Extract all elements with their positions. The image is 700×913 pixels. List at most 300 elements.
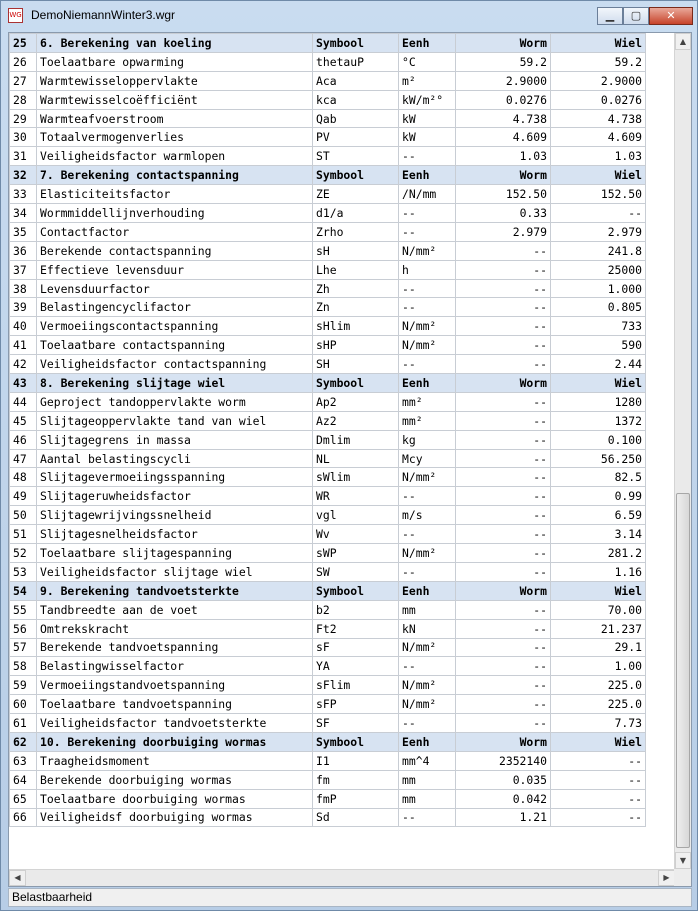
cell-symbol[interactable]: b2 [313, 600, 399, 619]
cell-worm-value[interactable]: 59.2 [456, 52, 551, 71]
cell-worm-value[interactable]: -- [456, 562, 551, 581]
cell-parameter-name[interactable]: Veiligheidsf doorbuiging wormas [37, 808, 313, 827]
header-worm-value[interactable]: Worm [456, 581, 551, 600]
cell-wiel-value[interactable]: 0.99 [551, 487, 646, 506]
cell-parameter-name[interactable]: Slijtageruwheidsfactor [37, 487, 313, 506]
cell-unit[interactable]: -- [399, 714, 456, 733]
cell-worm-value[interactable]: 1.03 [456, 147, 551, 166]
cell-symbol[interactable]: d1/a [313, 204, 399, 223]
cell-symbol[interactable]: SW [313, 562, 399, 581]
header-wiel-value[interactable]: Wiel [551, 374, 646, 393]
cell-wiel-value[interactable]: -- [551, 204, 646, 223]
cell-symbol[interactable]: PV [313, 128, 399, 147]
cell-unit[interactable]: N/mm² [399, 468, 456, 487]
cell-symbol[interactable]: fmP [313, 789, 399, 808]
cell-row-number[interactable]: 58 [10, 657, 37, 676]
cell-symbol[interactable]: sFlim [313, 676, 399, 695]
cell-wiel-value[interactable]: 56.250 [551, 449, 646, 468]
cell-symbol[interactable]: ZE [313, 185, 399, 204]
cell-unit[interactable]: N/mm² [399, 544, 456, 563]
cell-unit[interactable]: -- [399, 204, 456, 223]
cell-wiel-value[interactable]: 0.100 [551, 430, 646, 449]
cell-row-number[interactable]: 47 [10, 449, 37, 468]
cell-worm-value[interactable]: -- [456, 638, 551, 657]
cell-worm-value[interactable]: -- [456, 506, 551, 525]
cell-row-number[interactable]: 55 [10, 600, 37, 619]
table-row[interactable] [10, 676, 646, 695]
cell-row-number[interactable]: 33 [10, 185, 37, 204]
header-symbol[interactable]: Symbool [313, 581, 399, 600]
cell-unit[interactable]: kW [399, 128, 456, 147]
cell-worm-value[interactable]: 0.042 [456, 789, 551, 808]
header-wiel-value[interactable]: Wiel [551, 732, 646, 751]
cell-worm-value[interactable]: -- [456, 487, 551, 506]
cell-symbol[interactable]: Sd [313, 808, 399, 827]
table-row[interactable] [10, 487, 646, 506]
cell-symbol[interactable]: Zh [313, 279, 399, 298]
cell-unit[interactable]: m/s [399, 506, 456, 525]
cell-unit[interactable]: mm [399, 789, 456, 808]
cell-wiel-value[interactable]: 6.59 [551, 506, 646, 525]
header-symbol[interactable]: Symbool [313, 34, 399, 53]
cell-symbol[interactable]: sFP [313, 695, 399, 714]
cell-symbol[interactable]: WR [313, 487, 399, 506]
table-row[interactable] [10, 714, 646, 733]
cell-row-number[interactable]: 31 [10, 147, 37, 166]
cell-worm-value[interactable]: -- [456, 544, 551, 563]
cell-row-number[interactable]: 63 [10, 751, 37, 770]
cell-wiel-value[interactable]: 241.8 [551, 241, 646, 260]
cell-unit[interactable]: -- [399, 487, 456, 506]
cell-symbol[interactable]: fm [313, 770, 399, 789]
cell-wiel-value[interactable]: 2.9000 [551, 71, 646, 90]
header-symbol[interactable]: Symbool [313, 732, 399, 751]
scroll-up-button[interactable] [675, 33, 691, 50]
cell-symbol[interactable]: sH [313, 241, 399, 260]
cell-unit[interactable]: h [399, 260, 456, 279]
cell-parameter-name[interactable]: Veiligheidsfactor tandvoetsterkte [37, 714, 313, 733]
cell-wiel-value[interactable]: 281.2 [551, 544, 646, 563]
cell-unit[interactable]: N/mm² [399, 317, 456, 336]
cell-parameter-name[interactable]: Effectieve levensduur [37, 260, 313, 279]
cell-wiel-value[interactable]: 25000 [551, 260, 646, 279]
cell-unit[interactable]: mm^4 [399, 751, 456, 770]
cell-wiel-value[interactable]: 2.44 [551, 355, 646, 374]
cell-row-number[interactable]: 57 [10, 638, 37, 657]
cell-wiel-value[interactable]: 59.2 [551, 52, 646, 71]
cell-row-number[interactable]: 53 [10, 562, 37, 581]
header-parameter-name[interactable]: 7. Berekening contactspanning [37, 166, 313, 185]
cell-symbol[interactable]: Dmlim [313, 430, 399, 449]
cell-parameter-name[interactable]: Warmtewisselcoëfficiënt [37, 90, 313, 109]
cell-row-number[interactable]: 38 [10, 279, 37, 298]
cell-worm-value[interactable]: 0.33 [456, 204, 551, 223]
cell-unit[interactable]: mm [399, 600, 456, 619]
table-row[interactable] [10, 770, 646, 789]
cell-parameter-name[interactable]: Veiligheidsfactor warmlopen [37, 147, 313, 166]
cell-row-number[interactable]: 37 [10, 260, 37, 279]
cell-symbol[interactable]: SF [313, 714, 399, 733]
cell-worm-value[interactable]: 0.0276 [456, 90, 551, 109]
header-symbol[interactable]: Symbool [313, 374, 399, 393]
cell-worm-value[interactable]: 2352140 [456, 751, 551, 770]
cell-symbol[interactable]: Wv [313, 525, 399, 544]
cell-parameter-name[interactable]: Traagheidsmoment [37, 751, 313, 770]
table-row[interactable] [10, 298, 646, 317]
cell-worm-value[interactable]: 0.035 [456, 770, 551, 789]
cell-worm-value[interactable]: 1.21 [456, 808, 551, 827]
table-row[interactable] [10, 71, 646, 90]
header-row-number[interactable]: 25 [10, 34, 37, 53]
cell-unit[interactable]: mm [399, 770, 456, 789]
cell-unit[interactable]: N/mm² [399, 638, 456, 657]
cell-worm-value[interactable]: -- [456, 676, 551, 695]
cell-symbol[interactable]: kca [313, 90, 399, 109]
cell-row-number[interactable]: 41 [10, 336, 37, 355]
app-icon[interactable]: WG [8, 8, 23, 23]
scroll-left-button[interactable] [9, 870, 26, 886]
cell-unit[interactable]: -- [399, 279, 456, 298]
cell-worm-value[interactable]: -- [456, 714, 551, 733]
cell-row-number[interactable]: 48 [10, 468, 37, 487]
cell-wiel-value[interactable]: 1.03 [551, 147, 646, 166]
cell-parameter-name[interactable]: Warmteafvoerstroom [37, 109, 313, 128]
cell-worm-value[interactable]: 152.50 [456, 185, 551, 204]
cell-wiel-value[interactable]: 225.0 [551, 676, 646, 695]
header-worm-value[interactable]: Worm [456, 34, 551, 53]
cell-row-number[interactable]: 39 [10, 298, 37, 317]
cell-parameter-name[interactable]: Toelaatbare slijtagespanning [37, 544, 313, 563]
cell-wiel-value[interactable]: 1.16 [551, 562, 646, 581]
cell-worm-value[interactable]: -- [456, 298, 551, 317]
vertical-scroll-thumb[interactable] [676, 493, 690, 848]
horizontal-scrollbar[interactable] [9, 869, 675, 886]
cell-worm-value[interactable]: -- [456, 336, 551, 355]
cell-parameter-name[interactable]: Wormmiddellijnverhouding [37, 204, 313, 223]
cell-parameter-name[interactable]: Toelaatbare contactspanning [37, 336, 313, 355]
header-symbol[interactable]: Symbool [313, 166, 399, 185]
cell-unit[interactable]: N/mm² [399, 241, 456, 260]
cell-unit[interactable]: m² [399, 71, 456, 90]
cell-row-number[interactable]: 30 [10, 128, 37, 147]
cell-parameter-name[interactable]: Slijtagesnelheidsfactor [37, 525, 313, 544]
header-worm-value[interactable]: Worm [456, 166, 551, 185]
cell-parameter-name[interactable]: Berekende tandvoetspanning [37, 638, 313, 657]
cell-parameter-name[interactable]: Geproject tandoppervlakte worm [37, 392, 313, 411]
cell-unit[interactable]: /N/mm [399, 185, 456, 204]
cell-parameter-name[interactable]: Elasticiteitsfactor [37, 185, 313, 204]
table-row[interactable] [10, 260, 646, 279]
cell-worm-value[interactable]: 4.738 [456, 109, 551, 128]
cell-worm-value[interactable]: -- [456, 619, 551, 638]
cell-symbol[interactable]: sHlim [313, 317, 399, 336]
cell-wiel-value[interactable]: -- [551, 789, 646, 808]
cell-symbol[interactable]: NL [313, 449, 399, 468]
minimize-button[interactable] [597, 7, 623, 25]
cell-row-number[interactable]: 52 [10, 544, 37, 563]
cell-unit[interactable]: Mcy [399, 449, 456, 468]
cell-symbol[interactable]: I1 [313, 751, 399, 770]
cell-wiel-value[interactable]: 152.50 [551, 185, 646, 204]
cell-worm-value[interactable]: -- [456, 525, 551, 544]
table-row[interactable] [10, 128, 646, 147]
cell-parameter-name[interactable]: Contactfactor [37, 222, 313, 241]
cell-parameter-name[interactable]: Levensduurfactor [37, 279, 313, 298]
cell-parameter-name[interactable]: Toelaatbare opwarming [37, 52, 313, 71]
cell-wiel-value[interactable]: -- [551, 808, 646, 827]
cell-parameter-name[interactable]: Vermoeiingscontactspanning [37, 317, 313, 336]
cell-unit[interactable]: kg [399, 430, 456, 449]
cell-parameter-name[interactable]: Berekende doorbuiging wormas [37, 770, 313, 789]
cell-parameter-name[interactable]: Vermoeiingstandvoetspanning [37, 676, 313, 695]
cell-wiel-value[interactable]: 29.1 [551, 638, 646, 657]
table-row[interactable] [10, 468, 646, 487]
table-row[interactable] [10, 789, 646, 808]
cell-wiel-value[interactable]: 0.0276 [551, 90, 646, 109]
cell-wiel-value[interactable]: 4.738 [551, 109, 646, 128]
table-row[interactable] [10, 317, 646, 336]
cell-wiel-value[interactable]: 733 [551, 317, 646, 336]
cell-wiel-value[interactable]: 3.14 [551, 525, 646, 544]
cell-parameter-name[interactable]: Slijtagevermoeiingsspanning [37, 468, 313, 487]
header-worm-value[interactable]: Worm [456, 374, 551, 393]
cell-row-number[interactable]: 35 [10, 222, 37, 241]
cell-row-number[interactable]: 36 [10, 241, 37, 260]
section-header-row[interactable] [10, 34, 646, 53]
cell-symbol[interactable]: Zn [313, 298, 399, 317]
header-wiel-value[interactable]: Wiel [551, 166, 646, 185]
cell-symbol[interactable]: thetauP [313, 52, 399, 71]
cell-symbol[interactable]: sWlim [313, 468, 399, 487]
table-row[interactable] [10, 52, 646, 71]
title-bar[interactable] [1, 1, 699, 31]
cell-row-number[interactable]: 29 [10, 109, 37, 128]
cell-worm-value[interactable]: -- [456, 392, 551, 411]
vertical-scrollbar[interactable] [674, 33, 691, 869]
cell-unit[interactable]: -- [399, 562, 456, 581]
cell-wiel-value[interactable]: 225.0 [551, 695, 646, 714]
header-unit[interactable]: Eenh [399, 34, 456, 53]
cell-worm-value[interactable]: -- [456, 260, 551, 279]
cell-wiel-value[interactable]: 0.805 [551, 298, 646, 317]
table-row[interactable] [10, 562, 646, 581]
header-unit[interactable]: Eenh [399, 166, 456, 185]
header-wiel-value[interactable]: Wiel [551, 34, 646, 53]
table-row[interactable] [10, 185, 646, 204]
cell-worm-value[interactable]: -- [456, 430, 551, 449]
cell-symbol[interactable]: sHP [313, 336, 399, 355]
table-row[interactable] [10, 222, 646, 241]
cell-unit[interactable]: -- [399, 657, 456, 676]
cell-parameter-name[interactable]: Tandbreedte aan de voet [37, 600, 313, 619]
header-wiel-value[interactable]: Wiel [551, 581, 646, 600]
section-header-row[interactable] [10, 374, 646, 393]
cell-symbol[interactable]: Lhe [313, 260, 399, 279]
table-row[interactable] [10, 241, 646, 260]
cell-row-number[interactable]: 51 [10, 525, 37, 544]
cell-wiel-value[interactable]: 1280 [551, 392, 646, 411]
cell-wiel-value[interactable]: 70.00 [551, 600, 646, 619]
cell-symbol[interactable]: SH [313, 355, 399, 374]
maximize-button[interactable] [623, 7, 649, 25]
cell-unit[interactable]: -- [399, 808, 456, 827]
cell-parameter-name[interactable]: Berekende contactspanning [37, 241, 313, 260]
table-row[interactable] [10, 109, 646, 128]
cell-parameter-name[interactable]: Aantal belastingscycli [37, 449, 313, 468]
table-row[interactable] [10, 355, 646, 374]
cell-row-number[interactable]: 44 [10, 392, 37, 411]
cell-row-number[interactable]: 26 [10, 52, 37, 71]
table-row[interactable] [10, 544, 646, 563]
header-parameter-name[interactable]: 10. Berekening doorbuiging wormas [37, 732, 313, 751]
table-row[interactable] [10, 506, 646, 525]
cell-worm-value[interactable]: -- [456, 355, 551, 374]
close-button[interactable] [649, 7, 693, 25]
table-row[interactable] [10, 147, 646, 166]
table-row[interactable] [10, 525, 646, 544]
cell-unit[interactable]: -- [399, 298, 456, 317]
cell-worm-value[interactable]: -- [456, 411, 551, 430]
cell-parameter-name[interactable]: Slijtagewrijvingssnelheid [37, 506, 313, 525]
cell-row-number[interactable]: 59 [10, 676, 37, 695]
cell-worm-value[interactable]: -- [456, 317, 551, 336]
cell-unit[interactable]: -- [399, 355, 456, 374]
table-row[interactable] [10, 430, 646, 449]
cell-symbol[interactable]: vgl [313, 506, 399, 525]
cell-symbol[interactable]: Az2 [313, 411, 399, 430]
cell-row-number[interactable]: 61 [10, 714, 37, 733]
header-unit[interactable]: Eenh [399, 374, 456, 393]
cell-wiel-value[interactable]: 4.609 [551, 128, 646, 147]
cell-symbol[interactable]: sWP [313, 544, 399, 563]
cell-wiel-value[interactable]: -- [551, 770, 646, 789]
header-unit[interactable]: Eenh [399, 732, 456, 751]
header-worm-value[interactable]: Worm [456, 732, 551, 751]
header-row-number[interactable]: 62 [10, 732, 37, 751]
cell-worm-value[interactable]: -- [456, 600, 551, 619]
header-parameter-name[interactable]: 6. Berekening van koeling [37, 34, 313, 53]
cell-unit[interactable]: kN [399, 619, 456, 638]
cell-worm-value[interactable]: -- [456, 449, 551, 468]
cell-symbol[interactable]: sF [313, 638, 399, 657]
cell-wiel-value[interactable]: 21.237 [551, 619, 646, 638]
cell-unit[interactable]: N/mm² [399, 695, 456, 714]
table-row[interactable] [10, 657, 646, 676]
header-row-number[interactable]: 43 [10, 374, 37, 393]
table-row[interactable] [10, 90, 646, 109]
cell-unit[interactable]: -- [399, 525, 456, 544]
header-parameter-name[interactable]: 9. Berekening tandvoetsterkte [37, 581, 313, 600]
cell-parameter-name[interactable]: Toelaatbare tandvoetspanning [37, 695, 313, 714]
cell-row-number[interactable]: 60 [10, 695, 37, 714]
cell-parameter-name[interactable]: Slijtagegrens in massa [37, 430, 313, 449]
cell-symbol[interactable]: ST [313, 147, 399, 166]
table-row[interactable] [10, 411, 646, 430]
cell-unit[interactable]: N/mm² [399, 336, 456, 355]
table-row[interactable] [10, 449, 646, 468]
cell-parameter-name[interactable]: Veiligheidsfactor contactspanning [37, 355, 313, 374]
cell-worm-value[interactable]: -- [456, 241, 551, 260]
cell-row-number[interactable]: 40 [10, 317, 37, 336]
table-row[interactable] [10, 751, 646, 770]
cell-wiel-value[interactable]: -- [551, 751, 646, 770]
header-row-number[interactable]: 54 [10, 581, 37, 600]
cell-row-number[interactable]: 46 [10, 430, 37, 449]
cell-parameter-name[interactable]: Totaalvermogenverlies [37, 128, 313, 147]
section-header-row[interactable] [10, 581, 646, 600]
section-header-row[interactable] [10, 166, 646, 185]
cell-unit[interactable]: mm² [399, 411, 456, 430]
cell-parameter-name[interactable]: Warmtewisseloppervlakte [37, 71, 313, 90]
scroll-right-button[interactable] [658, 870, 675, 886]
cell-unit[interactable]: -- [399, 147, 456, 166]
cell-worm-value[interactable]: 4.609 [456, 128, 551, 147]
cell-row-number[interactable]: 27 [10, 71, 37, 90]
cell-wiel-value[interactable]: 82.5 [551, 468, 646, 487]
table-row[interactable] [10, 204, 646, 223]
cell-symbol[interactable]: Aca [313, 71, 399, 90]
cell-row-number[interactable]: 28 [10, 90, 37, 109]
cell-row-number[interactable]: 45 [10, 411, 37, 430]
table-row[interactable] [10, 336, 646, 355]
table-row[interactable] [10, 695, 646, 714]
cell-symbol[interactable]: Ap2 [313, 392, 399, 411]
cell-worm-value[interactable]: -- [456, 468, 551, 487]
cell-unit[interactable]: °C [399, 52, 456, 71]
cell-symbol[interactable]: Qab [313, 109, 399, 128]
cell-worm-value[interactable]: 2.979 [456, 222, 551, 241]
cell-row-number[interactable]: 34 [10, 204, 37, 223]
cell-row-number[interactable]: 49 [10, 487, 37, 506]
cell-wiel-value[interactable]: 1372 [551, 411, 646, 430]
cell-parameter-name[interactable]: Belastingencyclifactor [37, 298, 313, 317]
cell-symbol[interactable]: YA [313, 657, 399, 676]
table-row[interactable] [10, 279, 646, 298]
cell-unit[interactable]: kW [399, 109, 456, 128]
table-row[interactable] [10, 619, 646, 638]
cell-worm-value[interactable]: -- [456, 695, 551, 714]
cell-wiel-value[interactable]: 7.73 [551, 714, 646, 733]
cell-symbol[interactable]: Ft2 [313, 619, 399, 638]
cell-symbol[interactable]: Zrho [313, 222, 399, 241]
table-row[interactable] [10, 638, 646, 657]
cell-worm-value[interactable]: -- [456, 279, 551, 298]
table-row[interactable] [10, 808, 646, 827]
cell-wiel-value[interactable]: 1.000 [551, 279, 646, 298]
cell-unit[interactable]: N/mm² [399, 676, 456, 695]
cell-parameter-name[interactable]: Belastingwisselfactor [37, 657, 313, 676]
cell-row-number[interactable]: 65 [10, 789, 37, 808]
cell-row-number[interactable]: 42 [10, 355, 37, 374]
cell-wiel-value[interactable]: 2.979 [551, 222, 646, 241]
cell-row-number[interactable]: 64 [10, 770, 37, 789]
cell-parameter-name[interactable]: Veiligheidsfactor slijtage wiel [37, 562, 313, 581]
cell-unit[interactable]: -- [399, 222, 456, 241]
cell-row-number[interactable]: 56 [10, 619, 37, 638]
header-parameter-name[interactable]: 8. Berekening slijtage wiel [37, 374, 313, 393]
cell-row-number[interactable]: 66 [10, 808, 37, 827]
scroll-down-button[interactable] [675, 852, 691, 869]
cell-unit[interactable]: mm² [399, 392, 456, 411]
cell-worm-value[interactable]: 2.9000 [456, 71, 551, 90]
cell-worm-value[interactable]: -- [456, 657, 551, 676]
header-unit[interactable]: Eenh [399, 581, 456, 600]
cell-parameter-name[interactable]: Slijtageoppervlakte tand van wiel [37, 411, 313, 430]
table-row[interactable] [10, 600, 646, 619]
table-row[interactable] [10, 392, 646, 411]
cell-unit[interactable]: kW/m²° [399, 90, 456, 109]
section-header-row[interactable] [10, 732, 646, 751]
